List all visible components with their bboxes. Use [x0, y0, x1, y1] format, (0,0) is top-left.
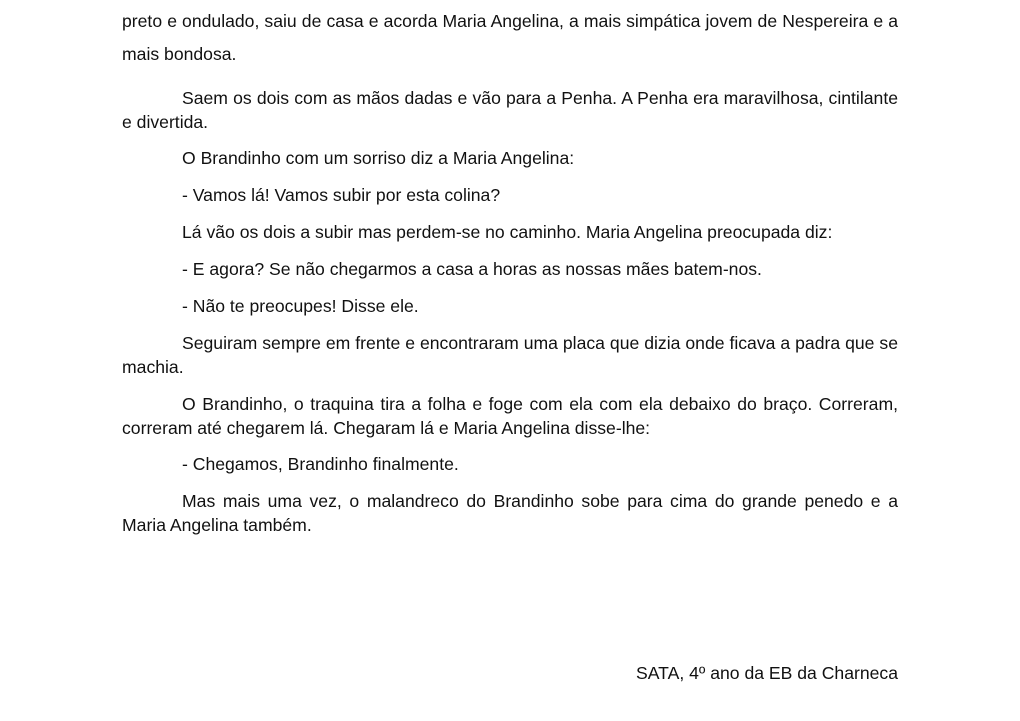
paragraph-6: - E agora? Se não chegarmos a casa a horas as nossas mães batem-nos. — [182, 259, 762, 279]
paragraph-3: O Brandinho com um sorriso diz a Maria Angelina: — [182, 148, 575, 168]
paragraph-9: O Brandinho, o traquina tira a folha e foge com ela com ela debaixo do braço. Correram, correram até chegarem lá. Chegaram lá e Maria Angelina disse-lhe: — [122, 394, 898, 438]
paragraph-7: - Não te preocupes! Disse ele. — [182, 296, 419, 316]
paragraph-11: Mas mais uma vez, o malandreco do Brandinho sobe para cima do grande penedo e a Maria Angelina também. — [122, 491, 898, 535]
paragraph-5: Lá vão os dois a subir mas perdem-se no caminho. Maria Angelina preocupada diz: — [182, 222, 833, 242]
paragraph-2: Saem os dois com as mãos dadas e vão para a Penha. A Penha era maravilhosa, cintilante e divertida. — [122, 88, 898, 132]
paragraph-1: preto e ondulado, saiu de casa e acorda Maria Angelina, a mais simpática jovem de Nespereira e a mais bondosa. — [122, 11, 898, 64]
signature: SATA, 4º ano da EB da Charneca — [635, 663, 898, 683]
paragraph-8: Seguiram sempre em frente e encontraram uma placa que dizia onde ficava a padra que se machia. — [122, 333, 898, 377]
paragraph-10: - Chegamos, Brandinho finalmente. — [182, 454, 459, 474]
paragraph-4: - Vamos lá! Vamos subir por esta colina? — [182, 185, 501, 205]
